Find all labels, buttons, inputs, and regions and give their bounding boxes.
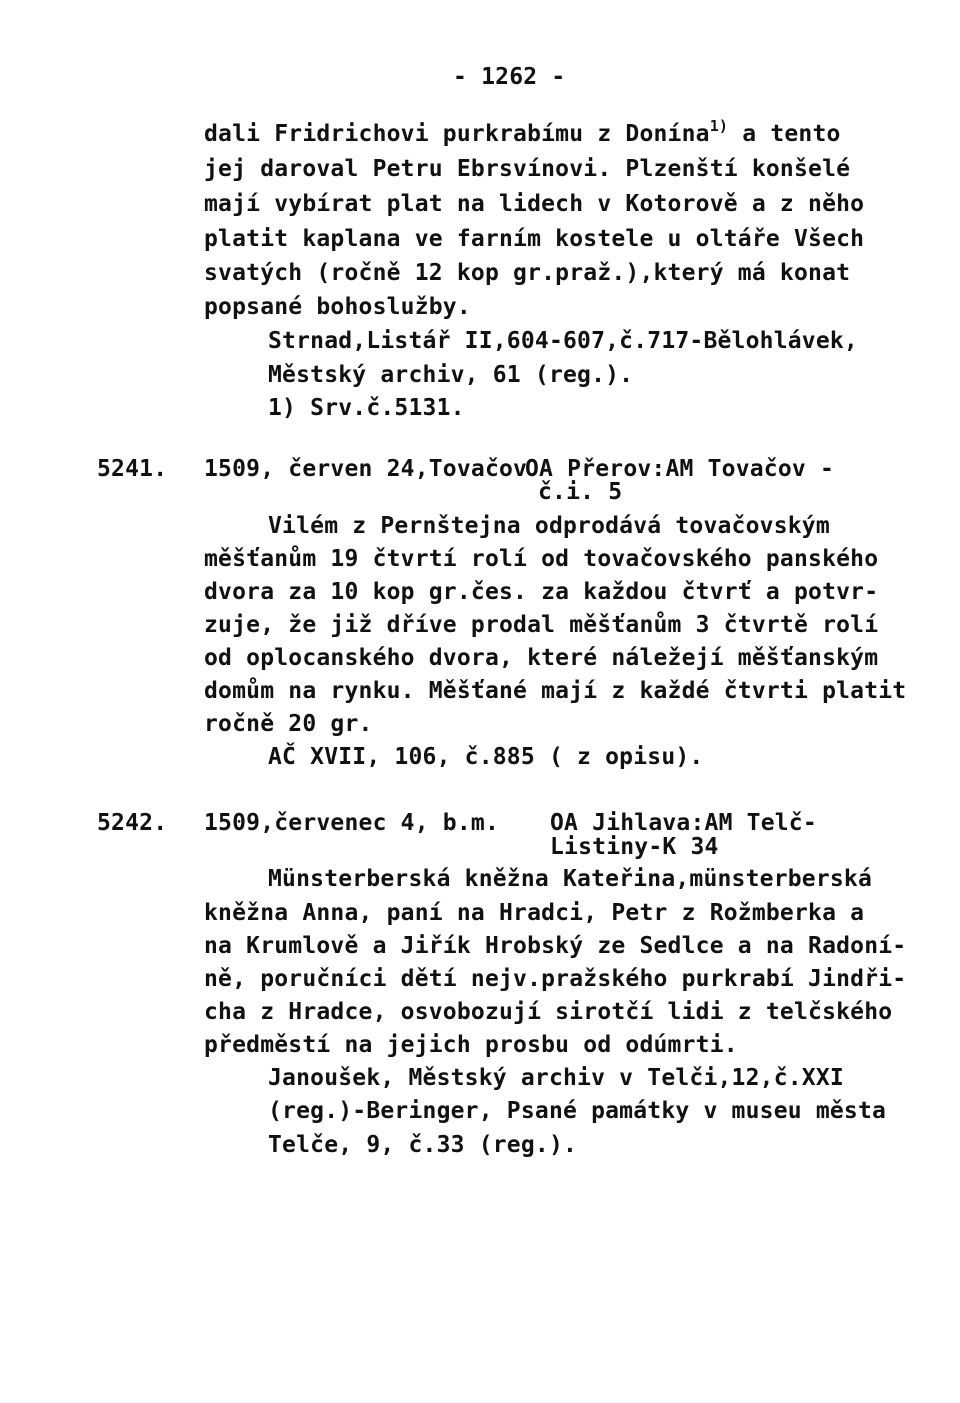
intro-line-text: dali Fridrichovi purkrabímu z Donína [204, 121, 710, 147]
entry-text-line: ročně 20 gr. [204, 711, 373, 737]
entry-text-line: Vilém z Pernštejna odprodává tovačovským [268, 513, 830, 539]
intro-line-tail: a tento [728, 121, 841, 147]
intro-line: jej daroval Petru Ebrsvínovi. Plzenští konšelé [204, 156, 851, 182]
entry-text-line: dvora za 10 kop gr.čes. za každou čtvrť a potvr- [204, 579, 879, 605]
entry-text-line: domům na rynku. Měšťané mají z každé čtvrti platit [204, 678, 907, 704]
intro-line: svatých (ročně 12 kop gr.praž.),který má konat [204, 260, 851, 286]
entry-number: 5242. [97, 810, 168, 836]
entry-text-line: kněžna Anna, paní na Hradci, Petr z Rožmberka a [204, 900, 865, 926]
entry-date: 1509,červenec 4, b.m. [204, 810, 499, 836]
page-number: - 1262 - [453, 64, 566, 90]
entry-archive: č.i. 5 [538, 479, 623, 505]
intro-line: popsané bohoslužby. [204, 294, 471, 320]
entry-archive: Listiny-K 34 [550, 834, 719, 860]
entry-text-line: na Krumlově a Jiřík Hrobský ze Sedlce a na Radoní- [204, 933, 907, 959]
intro-line: platit kaplana ve farním kostele u oltáře Všech [204, 226, 865, 252]
entry-archive: OA Jihlava:AM Telč- [550, 810, 817, 836]
entry-text-line: měšťanům 19 čtvrtí rolí od tovačovského panského [204, 546, 879, 572]
source-citation: Městský archiv, 61 (reg.). [268, 362, 634, 388]
footnote-marker: 1) [709, 117, 729, 135]
entry-number: 5241. [97, 456, 168, 482]
entry-text-line: Münsterberská kněžna Kateřina,münsterberská [268, 866, 873, 892]
source-citation: Janoušek, Městský archiv v Telči,12,č.XXI [268, 1065, 844, 1091]
entry-text-line: cha z Hradce, osvobozují sirotčí lidi z telčského [204, 999, 893, 1025]
entry-text-line: od oplocanského dvora, které náležejí měšťanským [204, 645, 879, 671]
entry-text-line: ně, poručníci dětí nejv.pražského purkrabí Jindři- [204, 966, 907, 992]
source-citation: AČ XVII, 106, č.885 ( z opisu). [268, 744, 704, 770]
intro-line: mají vybírat plat na lidech v Kotorově a z něho [204, 191, 865, 217]
entry-archive: OA Přerov:AM Tovačov - [525, 456, 835, 482]
entry-date: 1509, červen 24,Tovačov [204, 456, 528, 482]
entry-text-line: zuje, že již dříve prodal měšťanům 3 čtvrtě rolí [204, 612, 879, 638]
intro-line [204, 117, 841, 147]
source-citation: (reg.)-Beringer, Psané památky v museu města [268, 1098, 887, 1124]
source-citation: Telče, 9, č.33 (reg.). [268, 1132, 578, 1158]
entry-text-line: předměstí na jejich prosbu od odúmrti. [204, 1032, 738, 1058]
footnote: 1) Srv.č.5131. [268, 395, 465, 421]
source-citation: Strnad,Listář II,604-607,č.717-Bělohlávek, [268, 328, 858, 354]
